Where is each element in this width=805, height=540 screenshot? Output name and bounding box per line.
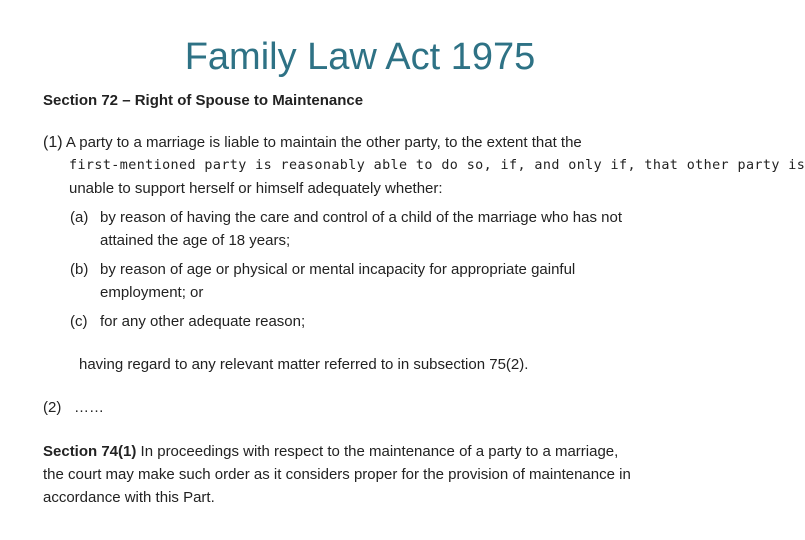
item-a-marker: (a) (70, 209, 89, 226)
subsection-1-line-2: first-mentioned party is reasonably able to do so, if, and only if, that other party is (69, 158, 805, 173)
section-74-line-1 (43, 440, 618, 463)
item-a-line-1: by reason of having the care and control of a child of the marriage who has not (100, 209, 622, 226)
section-74-line-3: accordance with this Part. (43, 489, 215, 506)
subsection-1-line-3: unable to support herself or himself adequately whether: (69, 180, 443, 197)
subsection-1-number: (1) (43, 134, 63, 151)
section-74-line-2: the court may make such order as it considers proper for the provision of maintenance in (43, 466, 631, 483)
slide-title: Family Law Act 1975 (184, 36, 536, 78)
item-b-marker: (b) (70, 261, 89, 278)
subsection-2-number: (2) (43, 399, 62, 416)
section-74-text-1: In proceedings with respect to the maintenance of a party to a marriage, (140, 443, 619, 460)
having-regard-text: having regard to any relevant matter referred to in subsection 75(2). (79, 356, 529, 373)
item-a-line-2: attained the age of 18 years; (100, 232, 291, 249)
section-72-heading: Section 72 – Right of Spouse to Maintenance (43, 92, 364, 109)
subsection-1-text-1: A party to a marriage is liable to maintain the other party, to the extent that the (65, 134, 582, 151)
subsection-1-line-1 (43, 131, 582, 154)
item-c-marker: (c) (70, 313, 88, 330)
item-b-line-1: by reason of age or physical or mental incapacity for appropriate gainful (100, 261, 576, 278)
item-c-line-1: for any other adequate reason; (100, 313, 306, 330)
item-b-line-2: employment; or (100, 284, 204, 301)
section-74-heading: Section 74(1) (43, 443, 137, 460)
subsection-2-text: …… (74, 399, 104, 416)
